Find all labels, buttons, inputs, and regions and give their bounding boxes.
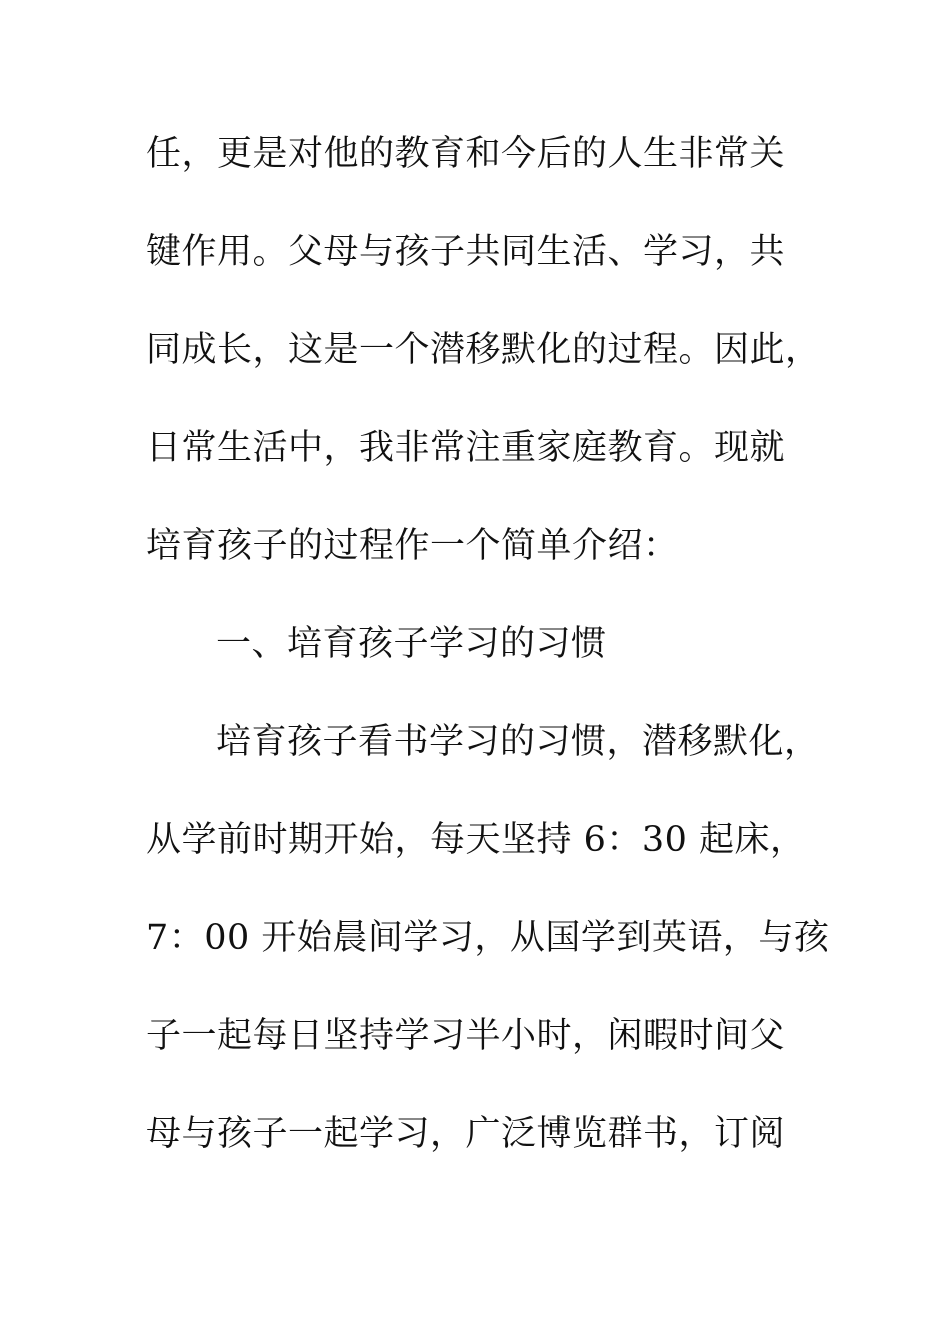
text-line: 母与孩子一起学习，广泛博览群书，订阅 (146, 1114, 786, 1154)
text-line: 日常生活中，我非常注重家庭教育。现就 (146, 428, 786, 468)
text-line: 任，更是对他的教育和今后的人生非常关 (146, 134, 786, 174)
text-line: 子一起每日坚持学习半小时，闲暇时间父 (146, 1016, 786, 1056)
body-text (146, 126, 830, 1204)
text-line: 从学前时期开始，每天坚持 6：30 起床， (146, 820, 806, 860)
text-line: 7：00 开始晨间学习，从国学到英语，与孩 (146, 918, 830, 958)
text-line: 同成长，这是一个潜移默化的过程。因此， (146, 330, 821, 370)
section-heading: 一、培育孩子学习的习惯 (216, 624, 607, 664)
text-line: 键作用。父母与孩子共同生活、学习，共 (146, 232, 786, 272)
paragraph-start-line: 培育孩子看书学习的习惯，潜移默化， (216, 722, 820, 762)
text-line: 培育孩子的过程作一个简单介绍： (146, 526, 679, 566)
